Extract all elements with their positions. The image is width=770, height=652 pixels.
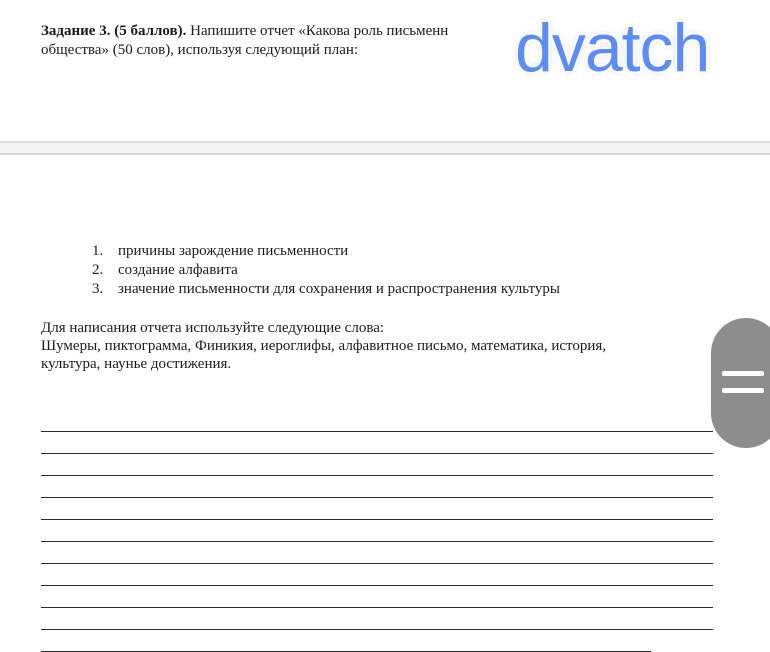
answer-line (41, 608, 713, 630)
answer-line (41, 410, 713, 432)
answer-line (41, 542, 713, 564)
answer-line (41, 476, 713, 498)
watermark: dvatch (515, 10, 710, 86)
plan-item-number: 3. (92, 281, 104, 297)
plan-item-number: 2. (92, 262, 104, 278)
plan-list (92, 242, 560, 299)
keywords-block (41, 319, 721, 373)
answer-line (41, 432, 713, 454)
keywords-line-2: культура, наунье достижения. (41, 356, 232, 372)
page-divider (0, 141, 770, 155)
task-text-line-1: Напишите отчет «Какова роль письменн (190, 23, 449, 39)
keywords-line-1: Шумеры, пиктограмма, Финикия, иероглифы, алфавитное письмо, математика, история, (41, 338, 607, 354)
plan-item-text: создание алфавита (118, 262, 238, 278)
keywords-intro: Для написания отчета используйте следующие слова: (41, 320, 385, 336)
plan-item (92, 261, 560, 280)
handle-bar (722, 371, 764, 376)
answer-line (41, 630, 651, 652)
plan-item-text: причины зарождение письменности (118, 243, 349, 259)
task-text-line-2: общества» (50 слов), используя следующий план: (41, 42, 359, 58)
plan-item (92, 242, 560, 261)
answer-line (41, 498, 713, 520)
answer-line (41, 564, 713, 586)
answer-line (41, 586, 713, 608)
handle-bar (722, 388, 764, 393)
plan-item-number: 1. (92, 243, 104, 259)
drag-handle-icon[interactable] (711, 318, 770, 448)
task-label: Задание 3. (5 баллов). (41, 23, 187, 39)
plan-item (92, 280, 560, 299)
plan-item-text: значение письменности для сохранения и распространения культуры (118, 281, 560, 297)
answer-line (41, 454, 713, 476)
answer-lines (41, 410, 713, 652)
answer-line (41, 520, 713, 542)
